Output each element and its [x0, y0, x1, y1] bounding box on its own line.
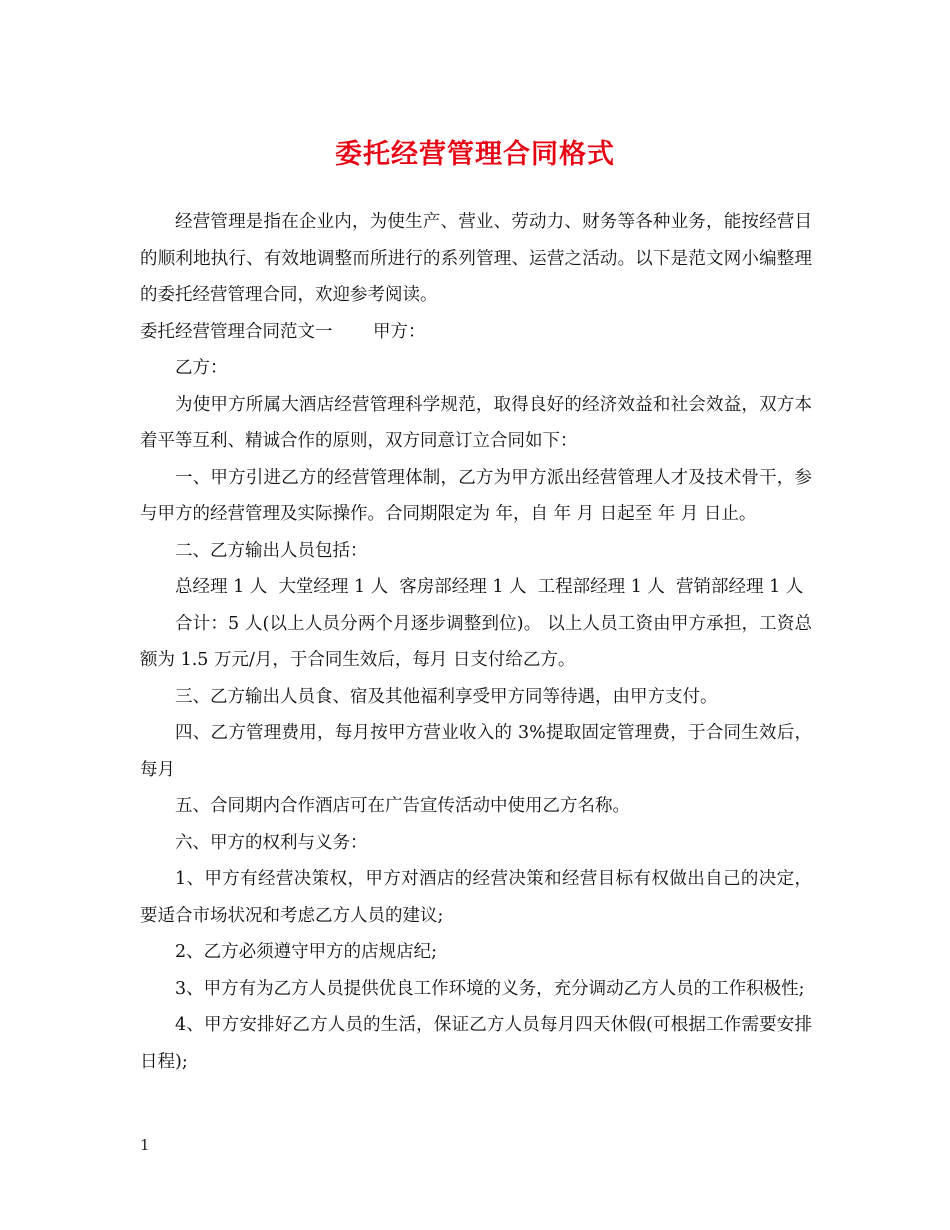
paragraph-staff-total: 合计：5 人(以上人员分两个月逐步调整到位)。 以上人员工资由甲方承担，工资总额为 1.5 万元/月，于合同生效后，每月 日支付给乙方。	[140, 613, 812, 670]
paragraph-heading-sample: 委托经营管理合同范文一 甲方：	[140, 321, 426, 342]
paragraph-clause-3: 三、乙方输出人员食、宿及其他福利享受甲方同等待遇，由甲方支付。	[175, 686, 718, 707]
paragraph-clause-6: 六、甲方的权利与义务：	[175, 832, 368, 853]
paragraph-intro: 经营管理是指在企业内，为使生产、营业、劳动力、财务等各种业务，能按经营目的顺利地执行、有效地调整而所进行的系列管理、运营之活动。以下是范文网小编整理的委托经营管理合同，欢迎参考阅读。	[140, 212, 812, 305]
document-title: 委托经营管理合同格式	[335, 139, 615, 170]
paragraph-item-2: 2、乙方必须遵守甲方的店规店纪;	[175, 942, 438, 962]
paragraph-staff-list: 总经理 1 人 大堂经理 1 人 客房部经理 1 人 工程部经理 1 人 营销部经理 1 人	[175, 577, 804, 597]
page-number: 1	[140, 1136, 150, 1154]
paragraph-item-3: 3、甲方有为乙方人员提供优良工作环境的义务，充分调动乙方人员的工作积极性;	[175, 978, 805, 999]
document-body	[140, 204, 812, 1080]
paragraph-item-4: 4、甲方安排好乙方人员的生活，保证乙方人员每月四天休假(可根据工作需要安排日程);	[140, 1015, 812, 1072]
paragraph-clause-4: 四、乙方管理费用，每月按甲方营业收入的 3%提取固定管理费，于合同生效后，每月	[140, 723, 812, 780]
paragraph-party-b: 乙方：	[175, 358, 228, 378]
paragraph-item-1: 1、甲方有经营决策权，甲方对酒店的经营决策和经营目标有权做出自己的决定，要适合市场状况和考虑乙方人员的建议;	[140, 869, 812, 926]
paragraph-clause-2: 二、乙方输出人员包括：	[175, 540, 368, 561]
paragraph-preamble: 为使甲方所属大酒店经营管理科学规范，取得良好的经济效益和社会效益，双方本着平等互利、精诚合作的原则，双方同意订立合同如下：	[140, 394, 812, 451]
paragraph-clause-5: 五、合同期内合作酒店可在广告宣传活动中使用乙方名称。	[175, 796, 630, 816]
paragraph-clause-1: 一、甲方引进乙方的经营管理体制，乙方为甲方派出经营管理人才及技术骨干，参与甲方的经营管理及实际操作。合同期限定为 年，自 年 月 日起至 年 月 日止。	[140, 467, 812, 524]
